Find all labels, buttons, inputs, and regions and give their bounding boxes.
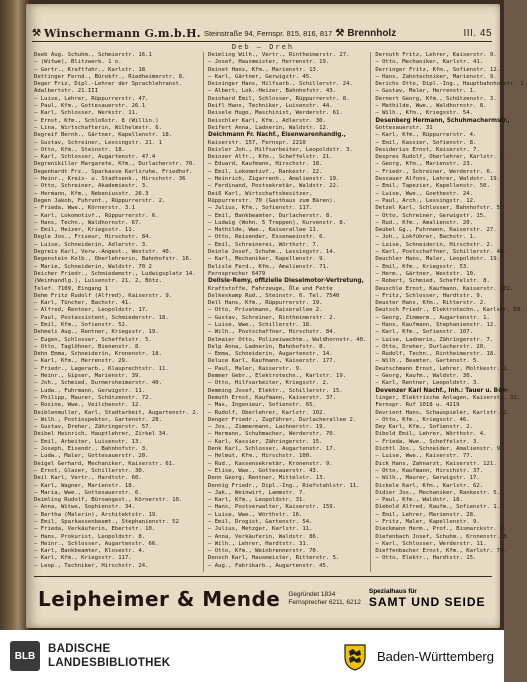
directory-column-2 <box>203 52 366 572</box>
directory-entry: Fernsprecher 6479 <box>208 270 266 277</box>
directory-entry: Deicher Friedr., Schmiedemstr., Ludwigsplatz 14. <box>34 270 196 277</box>
directory-entry: — Paul, Kfm., Gottesauerstr. 26.1 <box>34 103 146 110</box>
directory-entry: — Hermann, Kfm., Nebeniusstr. 26.3 <box>34 190 149 197</box>
directory-entry: Degenstein Kolb., Oberlehrerin, Bahnhofstr. 16. <box>34 256 193 263</box>
directory-entry: — Ernst, Kfm., Schloßstr. 8 (Willin.) <box>34 117 159 124</box>
directory-entry: — Karl, Kfm., Kriegsstr. 117. <box>34 555 132 562</box>
directory-entry: Deichmann Fr. Nachf., Eisenwarenhandlg., <box>208 132 346 139</box>
directory-entry: — Karl, Kfm., Leopoldstr. 31. <box>208 497 306 504</box>
directory-entry: — Luise, Wwe., Schillerstr. 18. <box>208 321 313 328</box>
directory-entry: Dehmeli Aug., Rentner, Kriegsstr. 19. <box>34 329 159 336</box>
blb-line-2: LANDESBIBLIOTHEK <box>48 657 171 669</box>
directory-entry: Desiderius Ernst, Kaiserstr. 7. <box>375 146 480 153</box>
directory-entry: Kaiserstr. 157, Fernspr. 2210 <box>208 139 306 146</box>
directory-entry: Deisele Hugo, Maschinist, Werderstr. 61. <box>208 110 343 117</box>
directory-entry: Delmaier Otto, Polizeiwachtm., Waldhornstr. 40. <box>208 336 367 343</box>
ad-goods: SAMT UND SEIDE <box>368 595 486 609</box>
directory-entry: Degenhardt Frz., Sparkasse Karlsruhe, Friedhof. <box>34 168 193 175</box>
directory-entry: Dessauer Alfons, Lehrer, Waldstr. 19. <box>375 176 500 183</box>
directory-entry: — Karl, Kfm., Rüppurrerstr. 4. <box>375 132 477 139</box>
directory-entry: — Luise, Schneiderin, Hirschstr. 2. <box>375 241 494 248</box>
directory-entry: — Karl, Mechaniker, Kapellenstr. 9. <box>208 256 326 263</box>
directory-entry: Derringer Fritz, Kfm., Sofienstr. 12. <box>375 66 500 73</box>
directory-entry: — Friedr., Lagerarb., Klauprechtstr. 11. <box>34 365 169 372</box>
directory-entry: — Emil, Schreinerei, Wörthstr. 7. <box>208 241 320 248</box>
directory-entry: — Karl, Gärtner, Gerwigstr. 45. <box>208 73 313 80</box>
directory-entry: — Gustav, Maler, Herrenstr. 1. <box>375 88 477 95</box>
directory-entry: — Emil, Tapezier, Kapellenstr. 50. <box>375 183 490 190</box>
directory-entry: — Otto, Mechaniker, Karlstr. 41. <box>375 59 484 66</box>
directory-entry: — Rud., Kfm., Amalienstr. 20. <box>375 219 473 226</box>
directory-entry: — (Witwe), Blitzwerk. 1 o. <box>34 59 122 66</box>
directory-entry: — Paul, Maler, Kaiserstr. 9. <box>208 365 303 372</box>
directory-entry: — Karl, Schlosser, Werkstr. 11. <box>34 110 139 117</box>
directory-entry: Denn Georg, Rentner, Mittelstr. 13. <box>208 475 326 482</box>
directory-entry: — Ernst, Glaser, Schillerstr. 30. <box>34 467 146 474</box>
directory-entry: — Gustav, Schreiner, Rintheimerstr. 2. <box>208 314 337 321</box>
ad-company-name: Leipheimer & Mende <box>38 586 281 611</box>
directory-entry: — Heinr., Schlosser, Augartenstr. 66. <box>34 540 159 547</box>
header-product: Brennholz <box>347 27 397 39</box>
directory-entry: Degreif Bernh., Gärtner, Kapellenstr. 18. <box>34 132 173 139</box>
directory-entry: — Karl, Lokomotivf., Rüppurrerstr. 6. <box>34 212 159 219</box>
directory-entry: — Joh., Lokführer, Bachstr. 1. <box>375 234 477 241</box>
directory-entry: Dick Hans, Zahnarzt, Kaiserstr. 121. <box>375 460 497 467</box>
directory-entry: Dernuth Fritz, Lehrer, Kaiserstr. 9. <box>375 52 497 58</box>
directory-entry: Deuschle Ernst, Kaufmann, Kaiserstr. 201. <box>375 285 514 292</box>
directory-entry: — Wilh., Maurer, Gerwigstr. 17. <box>375 475 480 482</box>
directory-entry: Adalbertstr. 21.III <box>34 88 98 95</box>
directory-entry: Densch Karl, Hausmeister, Ritterstr. 5. <box>208 555 340 562</box>
directory-entry: Deluce Karl, Kaufmann, Kaiserstr. 177. <box>208 358 337 365</box>
directory-entry: Kraftstoffe, Fahrzeuge, Öle und Fette <box>208 285 333 292</box>
directory-entry: — Otto, Privatmann, Kaiserallee 2. <box>208 307 323 314</box>
directory-entry: Dieffenbacher Ernst, Kfm., Karlstr. 74. <box>375 548 507 555</box>
directory-entry: — Emma, Schneiderin, Augartenstr. 14. <box>208 351 333 358</box>
directory-entry: — Otto, Hilfsarbeiter, Kriegsstr. 2. <box>208 380 330 387</box>
running-head: Deb — Dreh <box>231 43 295 51</box>
directory-entry: — Rosine, Wwe., Veilchenstr. 12. <box>34 402 142 409</box>
directory-column-1 <box>34 52 199 572</box>
directory-entry: — Heinr., Kreis- u. Stadtsenk., Hirschstr. 36 <box>34 176 186 183</box>
directory-entry: Degle Jos., Friseur, Hirschstr. 84. <box>34 234 152 241</box>
directory-entry: Deubel Gg., Fuhrmann, Kaiserstr. 27. <box>375 227 497 234</box>
directory-entry: Delkeskamp Rud., Steinstr. 6. Tel. 7540 <box>208 292 340 299</box>
ad-specialty-block <box>369 588 486 609</box>
directory-entry: — Paul, Arch., Lessingstr. 12. <box>375 197 477 204</box>
directory-entry: — Wilh., Kfm., Kriegsstr. 54. <box>375 110 473 117</box>
directory-entry: — Georg, Kaufm., Waldstr. 30. <box>375 373 473 380</box>
directory-entry: Deinle Josef, Schuhm., Lessingstr. 14. <box>208 249 337 256</box>
page-number: III. 45 <box>463 27 492 39</box>
directory-entry: — Emil, Heizer, Kriegsstr. 11. <box>34 227 136 234</box>
directory-entry: — Otto, Elektr., Hardtstr. 15. <box>375 555 477 562</box>
advertisement-banner <box>34 576 492 620</box>
directory-entry: — Otto, Reisender, Essenweinstr. 6. <box>208 234 326 241</box>
directory-entry: Deinhard Emil, Schlosser, Rüppurrerstr. 8. <box>208 95 350 102</box>
directory-entry: Diebold Alfred, Kaufm., Sofienstr. 1. <box>375 504 500 511</box>
directory-entry: Denger Friedr., Zugführer, Durlacherallee 2. <box>208 416 357 423</box>
directory-entry: Desenberg Hermann, Schuhmachermstr., <box>375 117 510 124</box>
directory-entry: — Karl, Schlosser, Augartenstr. 47.4 <box>34 154 156 161</box>
directory-entry: — Hans, Prokurist, Leopoldstr. 8. <box>34 533 146 540</box>
directory-entry: — Julius, Metzger, Karlstr. 11. <box>208 526 313 533</box>
directory-entry: — Otto, Taglöhner, Bienenstr. 8. <box>34 343 142 350</box>
directory-entry: — Karl, Wagner, Marienstr. 18. <box>34 482 136 489</box>
header-rule <box>32 41 492 42</box>
directory-entry: — Karl, Schlosser, Werderstr. 11. <box>375 540 487 547</box>
directory-entry: Dichtl Jos., Schneider, Amalienstr. 9. <box>375 446 504 453</box>
directory-entry: — Gustav, Dreher, Zähringerstr. 57. <box>34 424 152 431</box>
directory-entry: Delisle Ferd., Kfm., Amalienstr. 71. <box>208 263 330 270</box>
directory-entry: — Emil, Sparkassenbeamt., Stephanienstr. 52 <box>34 519 179 525</box>
directory-entry: — Robert, Schmied, Scheffelstr. 8. <box>375 278 490 285</box>
directory-entry: — Otto, Kfm., Steinstr. 18. <box>34 146 125 153</box>
ad-company-info <box>288 591 361 607</box>
directory-entry: Dickele Karl, Kfm., Karlstr. 62. <box>375 482 484 489</box>
directory-entry: — Ludw., Fuhrmann, Gerwigstr. 11. <box>34 387 146 394</box>
directory-entry: — Hans, Zahntechniker, Marienstr. 9. <box>375 73 497 80</box>
directory-entry: — Heinr., Gipser, Marienstr. 39. <box>34 373 142 380</box>
directory-entry: — Jak., Weinwirt, Lammstr. 7. <box>208 489 306 496</box>
directory-entry: — Philipp, Maurer, Schützenstr. 72. <box>34 394 152 401</box>
directory-entry: — Wilh., Lehrer, Hardtstr. 31. <box>208 540 310 547</box>
directory-entry: — Emil, Kfm., Kriegsstr. 53. <box>375 263 470 270</box>
directory-entry: — Otto, Kfm., Weinbrennerstr. 70. <box>208 548 320 555</box>
coat-of-arms-icon <box>341 641 369 671</box>
directory-entry: Dehn Emma, Schneiderin, Kronenstr. 18. <box>34 351 162 358</box>
directory-entry: — Otto, Kaufmann, Hirschstr. 37. <box>375 467 484 474</box>
directory-entry: — Friedr., Schreiner, Werderstr. 6. <box>375 168 494 175</box>
directory-entry: — Frieda, Wwe., Scheffelstr. 3. <box>375 438 480 445</box>
directory-entry: — Hans, Techn., Waldhornstr. 67. <box>34 219 142 226</box>
directory-entry: Deuster Hans, Kfm., Ritterstr. 2. <box>375 300 487 307</box>
directory-entry: Diefenbach Josef, Schuhm., Kronenstr. 8. <box>375 533 511 540</box>
directory-entry: Degreis Karl, Verw.-Angest., Weststr. 40. <box>34 249 173 256</box>
directory-entry: Degen Jakob, Fuhrunt., Rüppurrerstr. 2. <box>34 197 166 204</box>
directory-entry: — Josef, Hausmeister, Herrenstr. 19. <box>208 59 330 66</box>
directory-entry: — Georg, Kfm., Marienstr. 23. <box>375 161 473 168</box>
directory-entry: Deutschmann Ernst, Lehrer, Moltkestr. 1. <box>375 365 511 372</box>
directory-entry: — Bertha (Malerin), Architektstr. 19. <box>34 511 159 518</box>
directory-entry: Deuchler Hans, Maler, Leopoldstr. 19. <box>375 256 500 263</box>
directory-entry: — Luise, Wwe., Wörthstr. 16. <box>208 511 303 518</box>
directory-entry: — Aug., Fabrikarb., Augartenstr. 45. <box>208 562 330 569</box>
directory-column-3 <box>370 52 527 572</box>
hammer-mark-icon-2: ⚒ <box>335 27 345 39</box>
directory-entry: Deimling Wilh., Vertr., Rintheimerstr. 27. <box>208 52 350 58</box>
blb-name <box>48 642 170 670</box>
directory-entry: Dettinger Fernd., Bürokfr., Riedheimerstr. 8. <box>34 73 186 80</box>
header-firm-name: Winschermann G.m.b.H. <box>43 26 201 40</box>
header-left <box>32 27 396 40</box>
directory-entry: Deifert Anna, Ladnerin, Waldstr. 12. <box>208 124 330 131</box>
directory-entry: — Luise, Ladnerin, Zähringerstr. 7. <box>375 336 494 343</box>
directory-entry: — Paul, Kfm., Waldstr. 18. <box>375 497 463 504</box>
directory-entry: — Elise, Wwe., Gottesauerstr. 43. <box>208 467 320 474</box>
footer-bar <box>0 630 504 682</box>
directory-entry: Telef. 7109, Eingang 1 <box>34 285 109 292</box>
directory-entry: Dell Hans, Kfm., Rüppurrerstr. 19. <box>208 300 323 307</box>
directory-entry: — Emil, Arbeiter, Luisenstr. 13. <box>34 438 142 445</box>
directory-entry: — Karl, Kfm., Herrenstr. 29. <box>34 358 129 365</box>
directory-entry: — Gustav, Schreiner, Lessingstr. 21. 1 <box>34 139 162 146</box>
directory-entry: — Paul, Postassistent, Schmiederstr. 18. <box>34 314 169 321</box>
directory-entry: — Emil, Drogist, Gartenstr. 54. <box>208 519 313 525</box>
directory-entry: Demmer Gebr., Elektrotechn., Karlstr. 19. <box>208 373 347 380</box>
directory-entry: Devrient Hans, Schauspieler, Karlstr. 1. <box>375 409 511 416</box>
directory-entry: — Anna, Witwe, Sophienstr. 34. <box>34 504 136 511</box>
directory-entry: — Otto, Kfm., Kriegsstr. 46. <box>375 416 470 423</box>
directory-entry: linger, Elektrische Anlagen, Kaiserstr. 31. <box>375 394 521 401</box>
directory-entry: — Karl, Bankbeamter, Klosestr. 4. <box>34 548 146 555</box>
directory-entry: Deiß Karl, Wirtschaftsbesitzer, <box>208 190 313 197</box>
directory-entry: Dey Karl, Kfm., Sofienstr. 2. <box>375 424 473 431</box>
directory-entry: — Marie, Schneiderin, Waldstr. 70 2 <box>34 263 152 270</box>
directory-entry: — Alfred, Rentner, Leopoldstr. 17. <box>34 307 149 314</box>
directory-entry: Deifl Hans, Techniker, Luisenstr. 44. <box>208 103 333 110</box>
directory-entry: — Karl, Postschaffner, Schillerstr. 40. <box>375 249 507 256</box>
directory-entry: — Jos., Zimmermann, Lachnerstr. 19. <box>208 424 326 431</box>
directory-entry: Dernert Georg, Kfm., Schützenstr. 3. <box>375 95 497 102</box>
directory-entry: — Rud., Kassensekretär, Kronenstr. 9. <box>208 460 333 467</box>
directory-entry: — Karl, Tüncher, Bachstr. 41. <box>34 300 132 307</box>
directory-entry: — Eduard, Kaufmann, Hirschstr. 18. <box>208 161 323 168</box>
directory-entry: Rüppurrerstr. 70 (Gasthaus zum Bären). <box>208 197 337 204</box>
directory-entry: — Mathilde, Wwe., Waldhornstr. 8. <box>375 103 487 110</box>
directory-entry: — Hans, Kaufmann, Stephanienstr. 12. <box>375 321 497 328</box>
directory-entry: Deger Friz, Dipl.-Lehrer der Sprachlehranst. <box>34 81 183 88</box>
directory-entry: — Ludw., Maler, Gottesauerstr. 20. <box>34 453 149 460</box>
ad-specialty: Spezialhaus für <box>368 588 417 595</box>
directory-entry: — Maria, Wwe., Gottesauerstr. 6. <box>34 489 142 496</box>
directory-entry: — Emil, Kassier, Sofienstr. 8. <box>375 139 477 146</box>
directory-entry: Deigel Gerhard, Mechaniker, Kaiserstr. 61. <box>34 460 176 467</box>
directory-entry: — Julius, Kfm., Sofienstr. 117. <box>208 205 313 212</box>
directory-entry: — Helmut, Kfm., Hirschstr. 100. <box>208 453 313 460</box>
ad-founded: Gegründet 1834 <box>288 590 336 598</box>
directory-entry: Delp Anna, Ladnerin, Bahnhofstr. 8. <box>208 343 326 350</box>
directory-entry: Deutsch Friedr., Elektrotechn., Karlstr. 59. <box>375 307 524 314</box>
directory-entry: — Wilh., Postinspektor, Gartenstr. 28. <box>34 416 162 423</box>
directory-entry: — Emil, Kfm., Sofienstr. 52. <box>34 321 129 328</box>
directory-entry: Deininger Hans, Hilfsarb., Schillerstr. 24. <box>208 81 353 88</box>
directory-entry: — Ludwig (Wohn. 5 Treppen), Kurvenstr. 8. <box>208 219 347 226</box>
directory-entry: Despres Rudolf, Oberlehrer, Karlstr. 7. <box>375 154 507 161</box>
directory-entry: Demuth Ernst, Kaufmann, Kaiserstr. 37. <box>208 394 337 401</box>
blb-line-1: BADISCHE <box>48 643 111 655</box>
directory-entry: — Otto, Dreher, Durlacherstr. 20. <box>375 343 487 350</box>
directory-entry: Denk Karl, Schlosser, Augartenstr. 17. <box>208 446 337 453</box>
directory-entry: — Georg, Zimmerm., Augartenstr. 1. <box>375 314 490 321</box>
directory-entry: Deeb Aug. Schuhm., Schmierstr. 16.1 <box>34 52 152 58</box>
directory-entry: — Frieda, Wwe., Körnerstr. 3.1 <box>34 205 136 212</box>
directory-entry: — Rudolf, Oberlehrer, Karlstr. 102. <box>208 409 326 416</box>
bw-name: Baden-Württemberg <box>376 648 494 664</box>
directory-entry: — Hermann, Schuhmacher, Werderstr. 70. <box>208 431 337 438</box>
directory-entry: Dennig Friedr., Dipl.-Ing., Riefstahlstr. 11. <box>208 482 360 489</box>
directory-entry: — Rudolf, Techn., Rintheimerstr. 18. <box>375 351 497 358</box>
directory-entry: — Karl, Rentner, Leopoldstr. 3. <box>375 380 480 387</box>
directory-entry: — Emil, Bankbeamter, Durlacherstr. 8. <box>208 212 333 219</box>
directory-entry: Delisle-Remy, offizielle Dieselmotor-Vertretung, <box>208 278 364 285</box>
directory-entry: — Karl, Kfm., Sofienstr. 107. <box>375 329 473 336</box>
page-header <box>32 26 492 40</box>
directory-entry: — Luise, Wwe., Goethestr. 24. <box>375 190 473 197</box>
ad-phone: Fernsprecher 6211, 6212 <box>288 598 361 606</box>
directory-entry: — Wilh., Postschaffner, Hirschstr. 84. <box>208 329 337 336</box>
directory-entry: — Joseph, Eisendr., Bahnhofstr. 3. <box>34 446 149 453</box>
directory-entry: Deinzer Alfr., Kfm., Scheffelstr. 21. <box>208 154 333 161</box>
directory-entry: Deiblenmuller, Karl, Stadtarbeit, Augartenstr. 2. <box>34 409 200 416</box>
bw-branding[interactable] <box>341 641 494 671</box>
hammer-mark-icon: ⚒ <box>32 27 41 39</box>
directory-entry: — Joh., Schmied, Durmersheimerstr. 40. <box>34 380 162 387</box>
directory-entry: Derichs Otto, Dipl.-Ing., Hauptbahnhofstr. 2. <box>375 81 527 88</box>
blb-branding[interactable] <box>10 641 170 671</box>
directory-entry: — Mathilde, Wwe., Kaiserallee 11. <box>208 227 320 234</box>
directory-entry: — Emil, Lehrer, Marienstr. 28. <box>375 511 477 518</box>
directory-entry: (Weinhandlg.), Luisenstr. 21, 2, Bötz. <box>34 278 162 285</box>
directory-entry: — Anna, Verkäuferin, Waldstr. 86. <box>208 533 320 540</box>
directory-entry: Dieckmann Herm., Prof., Bismarckstr. 6. <box>375 526 507 533</box>
directory-entry: — Luise, Lehrer, Rüppurrerstr. 47. <box>34 95 149 102</box>
directory-columns <box>34 52 527 572</box>
directory-entry: — Gertr., Kraftfahr., Karlstr. 18 <box>34 66 146 73</box>
blb-logo-icon: BLB <box>10 641 40 671</box>
directory-entry: — Ferdinand, Postsekretär, Waldstr. 22. <box>208 183 340 190</box>
directory-entry: Deisler Joh., Hilfsarbeiter, Leopoldstr. 3. <box>208 146 353 153</box>
directory-entry: Deimling Rudolf, Büroangest., Körnerstr. 10. <box>34 497 183 504</box>
directory-entry: — Otto, Schreiner, Gerwigstr. 15. <box>375 212 487 219</box>
directory-entry: — Max, Ingenieur, Sofienstr. 65. <box>208 402 316 409</box>
directory-entry: Demming Josef, Elektr., Schillerstr. 15. <box>208 387 343 394</box>
directory-entry: — Lina, Wirtschafterin, Wilhelmstr. 6. <box>34 124 162 131</box>
directory-entry: — Luise, Wwe., Kaiserstr. 77. <box>375 453 473 460</box>
directory-entry: — Fritz, Schlosser, Hardtstr. 9. <box>375 292 484 299</box>
header-firm-info: Steinstraße 94, Fernspr. 815, 816, 817 <box>203 28 333 38</box>
directory-entry: Fernspr. Ruf 1018 u. 4219 <box>375 402 460 409</box>
directory-entry: Deibel Heinrich, Hauptlehrer, Zirkel 34. <box>34 431 169 438</box>
directory-entry: — Leop., Techniker, Hirschstr. 24. <box>34 562 149 569</box>
directory-entry: — Wilh., Beamter, Gartenstr. 5. <box>375 358 480 365</box>
directory-entry: Didier Jos., Mechaniker, Rankestr. 5. <box>375 489 500 496</box>
directory-entry: Deinet Hans, Kfm., Marienstr. 13. <box>208 66 320 73</box>
directory-entry: Gottesauerstr. 31 <box>375 124 433 131</box>
directory-entry: Deischler Karl, Kfm., Adlerstr. 30. <box>208 117 326 124</box>
directory-entry: Dibold Emil, Lehrer, Wörthstr. 4. <box>375 431 487 438</box>
directory-entry: — Albert, Lok.-Heizer, Bahnhofstr. 43. <box>208 88 337 95</box>
directory-entry: Devenzer Karl Nachf., Inh.: Tauer u. Böh- <box>375 387 509 394</box>
scanned-page <box>26 4 527 628</box>
directory-entry: Deil Karl, Vertr., Hardtstr. 60. <box>34 475 142 482</box>
directory-entry: — Otto, Schreiner, Akademiestr. 3. <box>34 183 149 190</box>
directory-entry: Detzel Karl, Schlosser, Bahnhofstr. 5. <box>375 205 504 212</box>
directory-entry: — Fritz, Maler, Kapellenstr. 9. <box>375 519 480 525</box>
directory-entry: — Heinrich, Zigarrenh., Amalienstr. 19. <box>208 176 340 183</box>
directory-entry: Dehm Fritz Rudolf (Alfred), Kaiserstr. 9. <box>34 292 173 299</box>
directory-entry: — Emil, Lokomotivf., Rankestr. 22. <box>208 168 323 175</box>
directory-entry: — Karl, Kassier, Zähringerstr. 15. <box>208 438 323 445</box>
directory-entry: — Herm., Gärtner, Weststr. 10. <box>375 270 477 277</box>
directory-entry: — Eugen, Schlosser, Scheffelstr. 5. <box>34 336 152 343</box>
directory-entry: — Frieda, Verkäuferin, Ebertstr. 10. <box>34 526 156 533</box>
directory-entry: — Hans, Postverwalter, Kaiserstr. 159. <box>208 504 337 511</box>
directory-entry: Degrenikiller Margarete, Kfm., Durlacherstr. 70. <box>34 161 196 168</box>
directory-entry: — Luise, Schneiderin, Adlerstr. 3. <box>34 241 149 248</box>
